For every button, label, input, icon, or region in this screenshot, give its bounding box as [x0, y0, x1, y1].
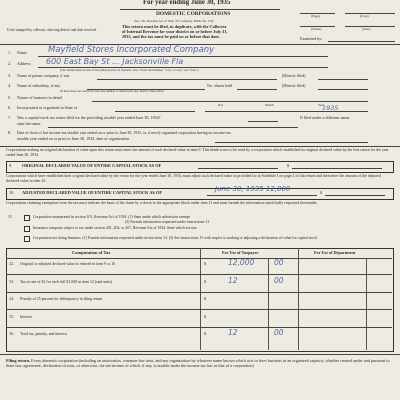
dollar-sign: $ — [204, 313, 207, 319]
computation-row-number: 13. — [9, 278, 15, 284]
day-label: Day — [218, 103, 224, 107]
adjusted-declaration-note: Corporations which have established their original declared value by the return for the year ended June 30, 1934, must adjust such declared value as provided for in Schedule I on page 2 of this return and then enter the amount of the adjusted declared value in item 10. — [6, 174, 381, 183]
item-1-number: 1. — [8, 50, 12, 55]
header-rule — [120, 9, 280, 10]
not-doing-business-checkbox[interactable] — [24, 236, 30, 242]
year-col-label: Year — [318, 103, 324, 107]
computation-row-label: Interest — [20, 314, 32, 319]
item-2-label: Address — [17, 61, 31, 66]
taxpayer-dollars-value: 12 — [228, 328, 238, 337]
exempt-corporation-label: Corporation enumerated in section 101, Revenue Act of 1934. (1) State under which subsection exempt — [33, 215, 191, 219]
original-declaration-note: Corporations making an original declaration of value upon this return must enter the amount of such declared value in item 9. This blank is not to be used by a corporation which established its original declared value by the first return for the year ended June 30, 1934. — [6, 148, 389, 157]
item-4-label: Name of subsidiary, if any — [17, 83, 61, 88]
item-9-number: 9. — [9, 163, 13, 168]
item-2-number: 2. — [8, 61, 12, 66]
department-use-header: For Use of Department — [314, 250, 356, 255]
taxpayer-cents-value: 00 — [274, 258, 284, 267]
computation-row-label: Penalty of 25 percent for delinquency in filing return — [20, 297, 103, 301]
different-name-label: If filed under a different name, — [300, 115, 351, 120]
taxpayer-dollars-value: 12 — [228, 275, 238, 285]
computation-header: Computation of Tax — [72, 250, 111, 255]
item-8-label: Date of close of last income-tax taxable year ended on or prior to June 30, 1935, or, if newly organized corporation having no income-tax — [17, 131, 231, 135]
taxpayer-cents-value: 00 — [274, 328, 284, 337]
dollar-sign: $ — [204, 296, 207, 301]
item-11-number: 11. — [8, 214, 13, 219]
address-subnote: (The address must be that of the principal place of business. Give "Street and number," "City or town," and "State") — [60, 68, 199, 72]
name-value: Mayfield Stores Incorporated Company — [48, 45, 215, 55]
item-6-number: 6. — [8, 105, 12, 110]
law-reference: (Sec. 701, Revenue Act of 1934, 701 Company, Public No. 216) — [134, 19, 214, 23]
item-9-dollar-sign: $ — [287, 163, 290, 168]
item-7-number: 7. — [8, 115, 12, 120]
subsidiary-subnote: (If more than one, attach list and state number of shares held; also district where filed) — [60, 89, 164, 93]
item-10-number: 10. — [9, 190, 15, 195]
year-heading: For year ending June 30, 1935 — [143, 0, 231, 6]
taxpayer-dollars-value: 12,000 — [228, 258, 255, 267]
taxpayer-cents-value: 00 — [274, 275, 284, 285]
filing-instruction-line-1: This return must be filed, in duplicate, with the Collector — [122, 24, 227, 29]
computation-row-divider — [6, 309, 392, 310]
incorporation-year-value: 1935 — [322, 104, 339, 112]
dollar-sign: $ — [204, 278, 207, 284]
item-5-label: Nature of business in detail — [17, 95, 62, 100]
collector-stamp-note: To be stamped by collector, showing district and date received — [6, 28, 97, 32]
computation-row-divider — [6, 327, 392, 328]
computation-row-label: Original or adjusted declared value as entered in item 9 or 10 — [20, 262, 116, 266]
computation-row-number: 12. — [9, 261, 15, 266]
name-label: (Name) — [311, 27, 322, 31]
item-9-label: ORIGINAL DECLARED VALUE OF ENTIRE CAPITAL STOCK AS OF — [22, 163, 162, 168]
item-3-label: Name of parent company, if any — [17, 73, 70, 78]
filing-return-paragraph — [6, 358, 394, 369]
item-4-number: 4. — [8, 83, 12, 88]
district-filed-1: (District filed) — [282, 73, 306, 78]
form-title: DOMESTIC CORPORATIONS — [156, 11, 231, 17]
computation-row-number: 14. — [9, 296, 15, 301]
not-doing-business-label: Corporation not doing business. (1) Furnish information requested under instructions 14. (2) See instructions 15 with respect to making or adjusting a declaration of value for capital stock. — [33, 236, 318, 240]
year-label: (Year) — [362, 27, 371, 31]
computation-row-number: 15. — [9, 313, 15, 319]
item-8-number: 8. — [8, 130, 12, 135]
item-7-state-name-label: state the name — [17, 121, 41, 126]
filing-return-text: Every domestic corporation (including an association, common-law trust, and any organization by whatever name known which acts or does business in an organized capacity, whether created under and pursuant to State law, agreement, declaration of trust, or otherwise, the net income of which, if any, is taxable under the income tax law as that of a corporation) — [6, 358, 390, 369]
taxpayer-use-header: For Use of Taxpayer — [222, 250, 259, 255]
item-6-label: Incorporated or organized in State of — [17, 105, 78, 110]
exemption-note: Corporations claiming exemption from the tax must indicate the basis of the claim by a check to the appropriate block under item 11 and must furnish the information specifically requested thereunder. — [6, 201, 318, 205]
computation-row-divider — [6, 292, 392, 293]
computation-row-label: Tax at rate of $1 for each full $1,000 in item 12 (said units) — [20, 279, 113, 284]
line-label: (Line) — [360, 14, 369, 18]
exempt-corporation-sublabel: (2) Furnish information requested under instructions 11. — [125, 220, 211, 224]
shares-held-label: No. shares held — [207, 83, 233, 88]
insurance-company-label: Insurance company subject to tax under section 201, 204, or 207, Revenue Act of 1934. State which section — [33, 226, 197, 230]
district-filed-2: (District filed) — [282, 83, 306, 88]
month-label: Month — [265, 103, 274, 107]
item-10-label: ADJUSTED DECLARED VALUE OF ENTIRE CAPITAL STOCK AS OF — [22, 190, 163, 195]
exempt-corporation-checkbox[interactable] — [24, 215, 30, 221]
item-10-dollar-sign: $ — [320, 190, 323, 195]
insurance-company-checkbox[interactable] — [24, 226, 30, 232]
examined-by-label: Examined by: — [300, 36, 323, 41]
computation-row-label: Total tax, penalty, and interest — [20, 332, 67, 336]
computation-row-number: 16. — [9, 331, 15, 336]
item-7-label: Was a capital-stock tax return filed for the preceding taxable year ended June 30, 1934? — [17, 115, 161, 120]
item-3-number: 3. — [8, 73, 12, 78]
address-value: 600 East Bay St ... Jacksonville Fla — [46, 57, 184, 66]
item-1-label: Name — [17, 50, 27, 55]
filing-instruction-line-3: 1935, and the tax must be paid on or before that date. — [122, 34, 220, 39]
page-label: (Page) — [311, 14, 320, 18]
computation-row-divider — [6, 274, 392, 275]
filing-return-heading: Filing return. — [6, 358, 31, 363]
dollar-sign: $ — [204, 331, 207, 336]
item-5-number: 5. — [8, 95, 12, 100]
item-8-label-cont: taxable year ended on or prior to June 30, 1935, date of organization — [17, 136, 130, 141]
item-10-value: June 30, 1935 12,000 — [215, 185, 291, 193]
filing-instruction-line-2: of Internal Revenue for your district on or before July 31, — [122, 29, 228, 34]
dollar-sign: $ — [204, 261, 207, 266]
